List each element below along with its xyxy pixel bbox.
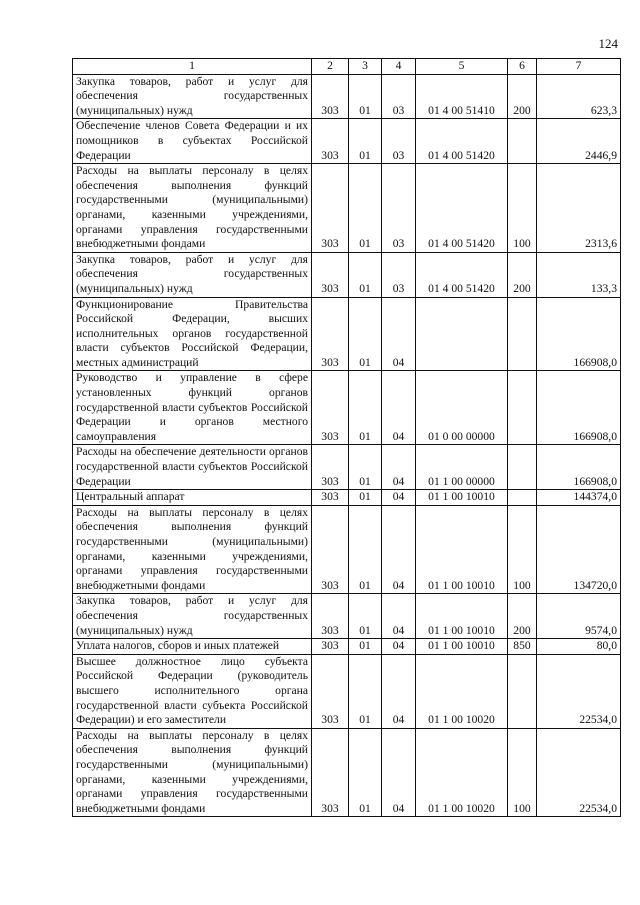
row-expense-type: 100 [508,505,537,594]
table-row [73,728,621,817]
row-name: Центральный аппарат [73,490,312,506]
row-amount: 623,3 [537,74,621,119]
row-subsection-code: 03 [382,74,416,119]
row-target-code: 01 1 00 00000 [416,445,508,490]
row-name: Расходы на обеспечение деятельности органов государственной власти субъектов Российской Федерации [73,445,312,490]
row-ministry-code: 303 [312,490,349,506]
table-row [73,654,621,728]
row-ministry-code: 303 [312,594,349,639]
row-amount: 2446,9 [537,119,621,164]
row-section-code: 01 [349,445,382,490]
row-name: Расходы на выплаты персоналу в целях обеспечения выполнения функций государственными (муниципальными) органами, казенными учреждениями, органами управления государственными внебюджетными фондами [73,728,312,817]
row-expense-type: 100 [508,164,537,253]
table-row [73,74,621,119]
row-subsection-code: 04 [382,728,416,817]
row-expense-type: 200 [508,252,537,297]
row-expense-type [508,445,537,490]
row-target-code: 01 4 00 51410 [416,74,508,119]
row-target-code: 01 1 00 10020 [416,728,508,817]
table-row [73,445,621,490]
header-col-6: 6 [508,59,537,75]
row-name: Обеспечение членов Совета Федерации и их помощников в субъектах Российской Федерации [73,119,312,164]
row-section-code: 01 [349,594,382,639]
row-expense-type: 200 [508,594,537,639]
row-subsection-code: 04 [382,445,416,490]
row-amount: 22534,0 [537,654,621,728]
row-name: Уплата налогов, сборов и иных платежей [73,639,312,655]
row-expense-type: 850 [508,639,537,655]
row-expense-type [508,490,537,506]
table-row [73,371,621,445]
row-target-code: 01 4 00 51420 [416,164,508,253]
row-expense-type [508,371,537,445]
row-subsection-code: 03 [382,252,416,297]
header-col-7: 7 [537,59,621,75]
row-ministry-code: 303 [312,74,349,119]
row-ministry-code: 303 [312,639,349,655]
row-expense-type: 100 [508,728,537,817]
row-section-code: 01 [349,490,382,506]
row-ministry-code: 303 [312,119,349,164]
table-row [73,594,621,639]
page-number: 124 [598,36,618,51]
row-section-code: 01 [349,74,382,119]
row-ministry-code: 303 [312,297,349,371]
row-subsection-code: 04 [382,594,416,639]
row-subsection-code: 04 [382,505,416,594]
table-row [73,639,621,655]
row-ministry-code: 303 [312,654,349,728]
row-name: Руководство и управление в сфере установленных функций органов государственной власти субъектов Российской Федерации и органов местного самоуправления [73,371,312,445]
row-section-code: 01 [349,252,382,297]
row-name: Закупка товаров, работ и услуг для обеспечения государственных (муниципальных) нужд [73,594,312,639]
row-name: Расходы на выплаты персоналу в целях обеспечения выполнения функций государственными (муниципальными) органами, казенными учреждениями, органами управления государственными внебюджетными фондами [73,164,312,253]
row-subsection-code: 04 [382,490,416,506]
row-subsection-code: 04 [382,297,416,371]
row-subsection-code: 04 [382,639,416,655]
header-row [73,59,621,75]
row-expense-type: 200 [508,74,537,119]
row-section-code: 01 [349,164,382,253]
row-amount: 166908,0 [537,297,621,371]
budget-table [72,58,621,817]
row-target-code: 01 1 00 10010 [416,594,508,639]
row-subsection-code: 04 [382,654,416,728]
row-target-code: 01 1 00 10010 [416,490,508,506]
row-subsection-code: 04 [382,371,416,445]
row-section-code: 01 [349,728,382,817]
row-amount: 22534,0 [537,728,621,817]
table-row [73,490,621,506]
row-ministry-code: 303 [312,728,349,817]
row-amount: 133,3 [537,252,621,297]
row-amount: 2313,6 [537,164,621,253]
row-amount: 80,0 [537,639,621,655]
row-name: Закупка товаров, работ и услуг для обеспечения государственных (муниципальных) нужд [73,252,312,297]
row-section-code: 01 [349,639,382,655]
header-col-2: 2 [312,59,349,75]
table-row [73,119,621,164]
row-ministry-code: 303 [312,371,349,445]
row-target-code [416,297,508,371]
row-amount: 134720,0 [537,505,621,594]
row-target-code: 01 1 00 10010 [416,639,508,655]
row-expense-type [508,119,537,164]
header-col-3: 3 [349,59,382,75]
row-ministry-code: 303 [312,164,349,253]
table-row [73,252,621,297]
row-section-code: 01 [349,505,382,594]
row-name: Закупка товаров, работ и услуг для обеспечения государственных (муниципальных) нужд [73,74,312,119]
row-section-code: 01 [349,297,382,371]
row-name: Высшее должностное лицо субъекта Российской Федерации (руководитель высшего исполнительного органа государственной власти субъекта Российской Федерации) и его заместители [73,654,312,728]
header-col-5: 5 [416,59,508,75]
row-ministry-code: 303 [312,445,349,490]
row-expense-type [508,654,537,728]
row-target-code: 01 4 00 51420 [416,252,508,297]
row-section-code: 01 [349,654,382,728]
table-row [73,164,621,253]
row-target-code: 01 4 00 51420 [416,119,508,164]
row-name: Расходы на выплаты персоналу в целях обеспечения выполнения функций государственными (муниципальными) органами, казенными учреждениями, органами управления государственными внебюджетными фондами [73,505,312,594]
row-amount: 9574,0 [537,594,621,639]
row-ministry-code: 303 [312,505,349,594]
header-col-4: 4 [382,59,416,75]
row-ministry-code: 303 [312,252,349,297]
table-row [73,297,621,371]
row-target-code: 01 1 00 10020 [416,654,508,728]
row-subsection-code: 03 [382,164,416,253]
row-target-code: 01 1 00 10010 [416,505,508,594]
row-name: Функционирование Правительства Российской Федерации, высших исполнительных органов государственной власти субъектов Российской Федерации, местных администраций [73,297,312,371]
row-section-code: 01 [349,119,382,164]
table-row [73,505,621,594]
row-section-code: 01 [349,371,382,445]
header-col-1: 1 [73,59,312,75]
row-amount: 166908,0 [537,445,621,490]
row-amount: 166908,0 [537,371,621,445]
row-expense-type [508,297,537,371]
row-amount: 144374,0 [537,490,621,506]
row-subsection-code: 03 [382,119,416,164]
row-target-code: 01 0 00 00000 [416,371,508,445]
